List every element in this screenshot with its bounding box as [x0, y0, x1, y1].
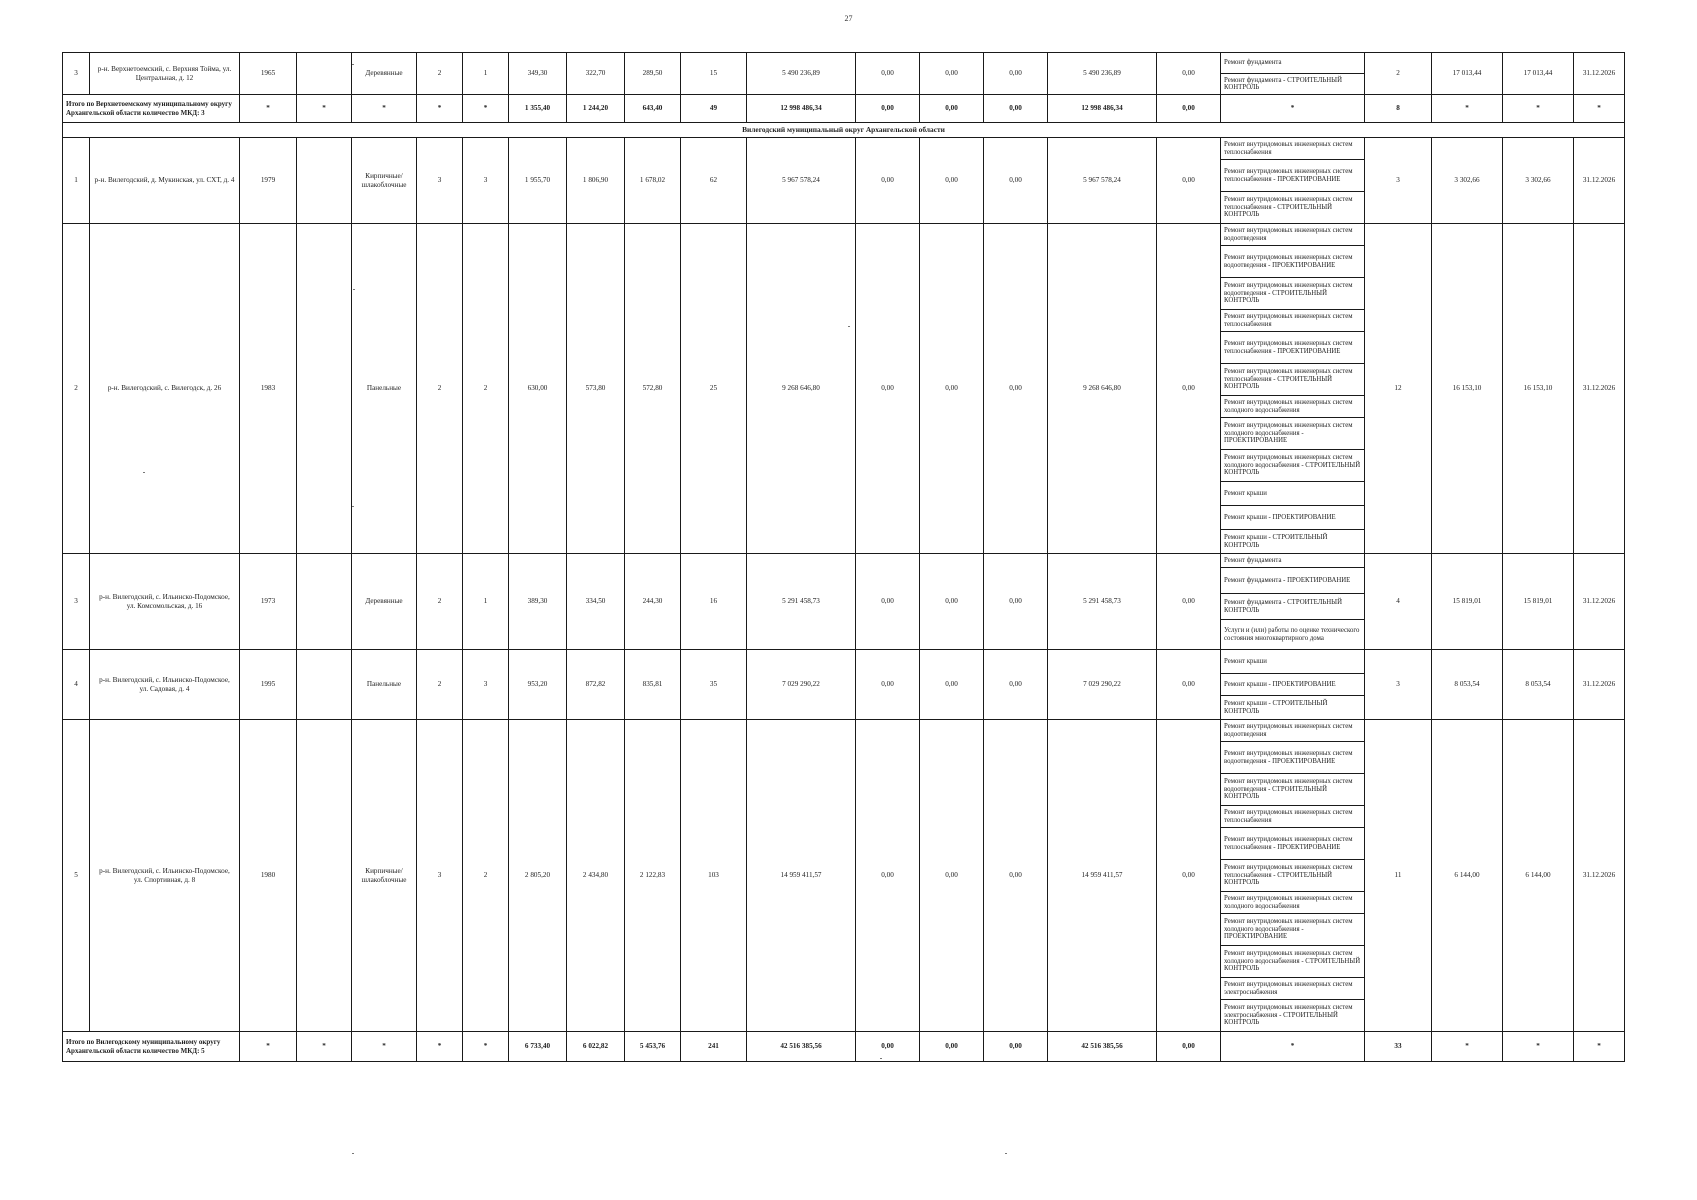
work-type-cell: Ремонт внутридомовых инженерных систем электроснабжения	[1221, 978, 1365, 1000]
scan-speck	[352, 1153, 354, 1154]
year-cell: 1980	[240, 720, 297, 1032]
owners-funds-cell: 7 029 290,22	[1048, 650, 1157, 720]
work-type-cell: Ремонт внутридомовых инженерных систем теплоснабжения - ПРОЕКТИРОВАНИЕ	[1221, 332, 1365, 364]
deadline-cell: 31.12.2026	[1574, 554, 1625, 650]
region-header-cell: Вилегодский муниципальный округ Архангельской области	[63, 123, 1625, 138]
work-type-cell: Ремонт крыши	[1221, 650, 1365, 674]
residents-cell: 25	[681, 224, 747, 554]
year-cell: 1973	[240, 554, 297, 650]
floors-cell: 3	[417, 138, 463, 224]
fund-cell: 0,00	[856, 720, 920, 1032]
work-type-cell: Ремонт внутридомовых инженерных систем холодного водоснабжения - ПРОЕКТИРОВАНИЕ	[1221, 914, 1365, 946]
year-cell: 1979	[240, 138, 297, 224]
total-value-cell: 12 998 486,34	[1048, 95, 1157, 123]
scan-speck	[143, 472, 145, 473]
works-count-cell: 11	[1365, 720, 1432, 1032]
address-cell: р-н. Вилегодский, с. Ильинско-Подомское, ул. Комсомольская, д. 16	[90, 554, 240, 650]
fund-cell: 0,00	[856, 650, 920, 720]
star-cell: *	[297, 1032, 352, 1062]
wall-material-cell: Панельные	[352, 224, 417, 554]
work-type-cell: Ремонт внутридомовых инженерных систем водоотведения - СТРОИТЕЛЬНЫЙ КОНТРОЛЬ	[1221, 774, 1365, 806]
star-cell: *	[417, 95, 463, 123]
work-type-cell: Ремонт внутридомовых инженерных систем водоотведения - ПРОЕКТИРОВАНИЕ	[1221, 742, 1365, 774]
fund-cell: 0,00	[856, 53, 920, 95]
work-type-cell: Ремонт крыши - ПРОЕКТИРОВАНИЕ	[1221, 674, 1365, 696]
total-value-cell: 0,00	[984, 95, 1048, 123]
floors-cell: 3	[417, 720, 463, 1032]
entrances-cell: 1	[463, 554, 509, 650]
scan-speck	[880, 1058, 882, 1059]
total-value-cell: 5 453,76	[625, 1032, 681, 1062]
table-row	[63, 53, 1625, 74]
work-type-cell: Ремонт фундамента	[1221, 53, 1365, 74]
total-value-cell: 1 244,20	[567, 95, 625, 123]
living-area-cell: 573,80	[567, 224, 625, 554]
total-area-cell: 2 805,20	[509, 720, 567, 1032]
works-count-cell: 4	[1365, 554, 1432, 650]
other-funds-cell: 0,00	[1157, 650, 1221, 720]
scan-speck	[1005, 1153, 1007, 1154]
work-type-cell: Ремонт внутридомовых инженерных систем холодного водоснабжения - ПРОЕКТИРОВАНИЕ	[1221, 418, 1365, 450]
scan-speck	[848, 326, 850, 327]
work-type-cell: Ремонт внутридомовых инженерных систем теплоснабжения - ПРОЕКТИРОВАНИЕ	[1221, 160, 1365, 192]
total-value-cell: 0,00	[920, 95, 984, 123]
star-cell: *	[463, 95, 509, 123]
fund-cell: 0,00	[920, 53, 984, 95]
total-value-cell: 0,00	[984, 1032, 1048, 1062]
empty-cell	[297, 224, 352, 554]
address-cell: р-н. Вилегодский, с. Ильинско-Подомское, ул. Садовая, д. 4	[90, 650, 240, 720]
total-value-cell: 6 733,40	[509, 1032, 567, 1062]
wall-material-cell: Кирпичные/ шлакоблочные	[352, 720, 417, 1032]
living-area-cell: 872,82	[567, 650, 625, 720]
unit-cost-cell: 6 144,00	[1432, 720, 1503, 1032]
work-type-cell: Ремонт фундамента - СТРОИТЕЛЬНЫЙ КОНТРОЛЬ	[1221, 594, 1365, 620]
total-count-cell: 33	[1365, 1032, 1432, 1062]
residential-area-cell: 572,80	[625, 224, 681, 554]
unit-cost-cell: 17 013,44	[1432, 53, 1503, 95]
residential-area-cell: 1 678,02	[625, 138, 681, 224]
star-cell: *	[1221, 95, 1365, 123]
entrances-cell: 3	[463, 650, 509, 720]
address-cell: р-н. Вилегодский, с. Ильинско-Подомское, ул. Спортивная, д. 8	[90, 720, 240, 1032]
residents-cell: 62	[681, 138, 747, 224]
year-cell: 1995	[240, 650, 297, 720]
row-number-cell: 4	[63, 650, 90, 720]
total-value-cell: 0,00	[1157, 95, 1221, 123]
star-cell: *	[1574, 1032, 1625, 1062]
owners-funds-cell: 5 490 236,89	[1048, 53, 1157, 95]
work-type-cell: Ремонт внутридомовых инженерных систем теплоснабжения - ПРОЕКТИРОВАНИЕ	[1221, 828, 1365, 860]
fund-cell: 0,00	[856, 138, 920, 224]
unit-limit-cell: 3 302,66	[1503, 138, 1574, 224]
fund-cell: 0,00	[984, 720, 1048, 1032]
total-cost-cell: 5 967 578,24	[747, 138, 856, 224]
empty-cell	[297, 554, 352, 650]
scan-speck	[352, 64, 354, 65]
residential-area-cell: 835,81	[625, 650, 681, 720]
works-count-cell: 2	[1365, 53, 1432, 95]
other-funds-cell: 0,00	[1157, 720, 1221, 1032]
total-value-cell: 0,00	[856, 1032, 920, 1062]
works-count-cell: 3	[1365, 650, 1432, 720]
total-area-cell: 630,00	[509, 224, 567, 554]
unit-limit-cell: 17 013,44	[1503, 53, 1574, 95]
work-type-cell: Ремонт фундамента	[1221, 554, 1365, 568]
total-cost-cell: 14 959 411,57	[747, 720, 856, 1032]
total-label-cell: Итого по Верхнетоемскому муниципальному округу Архангельской области количество МКД: 3	[63, 95, 240, 123]
star-cell: *	[463, 1032, 509, 1062]
table-row	[63, 224, 1625, 246]
owners-funds-cell: 9 268 646,80	[1048, 224, 1157, 554]
page-number: 27	[844, 14, 853, 23]
residential-area-cell: 2 122,83	[625, 720, 681, 1032]
fund-cell: 0,00	[920, 554, 984, 650]
work-type-cell: Ремонт крыши	[1221, 482, 1365, 506]
unit-limit-cell: 8 053,54	[1503, 650, 1574, 720]
deadline-cell: 31.12.2026	[1574, 720, 1625, 1032]
fund-cell: 0,00	[920, 138, 984, 224]
residents-cell: 103	[681, 720, 747, 1032]
work-type-cell: Ремонт внутридомовых инженерных систем холодного водоснабжения	[1221, 892, 1365, 914]
work-type-cell: Ремонт внутридомовых инженерных систем теплоснабжения	[1221, 138, 1365, 160]
work-type-cell: Ремонт фундамента - СТРОИТЕЛЬНЫЙ КОНТРОЛЬ	[1221, 74, 1365, 95]
wall-material-cell: Панельные	[352, 650, 417, 720]
unit-cost-cell: 15 819,01	[1432, 554, 1503, 650]
work-type-cell: Ремонт крыши - СТРОИТЕЛЬНЫЙ КОНТРОЛЬ	[1221, 696, 1365, 720]
row-number-cell: 5	[63, 720, 90, 1032]
unit-cost-cell: 16 153,10	[1432, 224, 1503, 554]
work-type-cell: Ремонт внутридомовых инженерных систем теплоснабжения	[1221, 806, 1365, 828]
deadline-cell: 31.12.2026	[1574, 138, 1625, 224]
residential-area-cell: 244,30	[625, 554, 681, 650]
owners-funds-cell: 14 959 411,57	[1048, 720, 1157, 1032]
star-cell: *	[1503, 95, 1574, 123]
wall-material-cell: Деревянные	[352, 53, 417, 95]
star-cell: *	[417, 1032, 463, 1062]
star-cell: *	[1432, 95, 1503, 123]
unit-limit-cell: 6 144,00	[1503, 720, 1574, 1032]
empty-cell	[297, 650, 352, 720]
residents-cell: 15	[681, 53, 747, 95]
other-funds-cell: 0,00	[1157, 53, 1221, 95]
total-value-cell: 643,40	[625, 95, 681, 123]
work-type-cell: Ремонт фундамента - ПРОЕКТИРОВАНИЕ	[1221, 568, 1365, 594]
total-cost-cell: 9 268 646,80	[747, 224, 856, 554]
fund-cell: 0,00	[984, 554, 1048, 650]
total-area-cell: 953,20	[509, 650, 567, 720]
work-type-cell: Ремонт внутридомовых инженерных систем теплоснабжения - СТРОИТЕЛЬНЫЙ КОНТРОЛЬ	[1221, 192, 1365, 224]
work-type-cell: Услуги и (или) работы по оценке технического состояния многоквартирного дома	[1221, 620, 1365, 650]
deadline-cell: 31.12.2026	[1574, 224, 1625, 554]
star-cell: *	[297, 95, 352, 123]
floors-cell: 2	[417, 224, 463, 554]
total-value-cell: 0,00	[920, 1032, 984, 1062]
total-row	[63, 1032, 1625, 1062]
total-count-cell: 8	[1365, 95, 1432, 123]
residents-cell: 35	[681, 650, 747, 720]
fund-cell: 0,00	[984, 650, 1048, 720]
scan-speck	[352, 506, 354, 507]
work-type-cell: Ремонт внутридомовых инженерных систем водоотведения - ПРОЕКТИРОВАНИЕ	[1221, 246, 1365, 278]
fund-cell: 0,00	[856, 224, 920, 554]
work-type-cell: Ремонт внутридомовых инженерных систем водоотведения	[1221, 720, 1365, 742]
works-count-cell: 12	[1365, 224, 1432, 554]
work-type-cell: Ремонт внутридомовых инженерных систем водоотведения - СТРОИТЕЛЬНЫЙ КОНТРОЛЬ	[1221, 278, 1365, 310]
entrances-cell: 1	[463, 53, 509, 95]
fund-cell: 0,00	[920, 224, 984, 554]
total-value-cell: 0,00	[1157, 1032, 1221, 1062]
row-number-cell: 2	[63, 224, 90, 554]
deadline-cell: 31.12.2026	[1574, 650, 1625, 720]
total-cost-cell: 7 029 290,22	[747, 650, 856, 720]
living-area-cell: 334,50	[567, 554, 625, 650]
total-value-cell: 42 516 385,56	[747, 1032, 856, 1062]
work-type-cell: Ремонт крыши - ПРОЕКТИРОВАНИЕ	[1221, 506, 1365, 530]
work-type-cell: Ремонт внутридомовых инженерных систем холодного водоснабжения	[1221, 396, 1365, 418]
address-cell: р-н. Верхнетоемский, с. Верхняя Тойма, ул. Центральная, д. 12	[90, 53, 240, 95]
total-value-cell: 0,00	[856, 95, 920, 123]
total-value-cell: 49	[681, 95, 747, 123]
unit-cost-cell: 3 302,66	[1432, 138, 1503, 224]
star-cell: *	[352, 1032, 417, 1062]
other-funds-cell: 0,00	[1157, 554, 1221, 650]
star-cell: *	[1221, 1032, 1365, 1062]
fund-cell: 0,00	[984, 138, 1048, 224]
row-number-cell: 3	[63, 53, 90, 95]
residential-area-cell: 289,50	[625, 53, 681, 95]
star-cell: *	[1574, 95, 1625, 123]
total-cost-cell: 5 490 236,89	[747, 53, 856, 95]
star-cell: *	[240, 95, 297, 123]
unit-limit-cell: 15 819,01	[1503, 554, 1574, 650]
unit-cost-cell: 8 053,54	[1432, 650, 1503, 720]
wall-material-cell: Деревянные	[352, 554, 417, 650]
total-value-cell: 42 516 385,56	[1048, 1032, 1157, 1062]
year-cell: 1983	[240, 224, 297, 554]
address-cell: р-н. Вилегодский, с. Вилегодск, д. 26	[90, 224, 240, 554]
year-cell: 1965	[240, 53, 297, 95]
owners-funds-cell: 5 967 578,24	[1048, 138, 1157, 224]
total-area-cell: 389,30	[509, 554, 567, 650]
table-row	[63, 720, 1625, 742]
work-type-cell: Ремонт внутридомовых инженерных систем теплоснабжения - СТРОИТЕЛЬНЫЙ КОНТРОЛЬ	[1221, 860, 1365, 892]
empty-cell	[297, 53, 352, 95]
residents-cell: 16	[681, 554, 747, 650]
living-area-cell: 322,70	[567, 53, 625, 95]
fund-cell: 0,00	[856, 554, 920, 650]
empty-cell	[297, 720, 352, 1032]
table-row	[63, 554, 1625, 568]
row-number-cell: 1	[63, 138, 90, 224]
living-area-cell: 2 434,80	[567, 720, 625, 1032]
star-cell: *	[240, 1032, 297, 1062]
work-type-cell: Ремонт внутридомовых инженерных систем холодного водоснабжения - СТРОИТЕЛЬНЫЙ КОНТРОЛЬ	[1221, 450, 1365, 482]
section-header-row	[63, 123, 1625, 138]
wall-material-cell: Кирпичные/ шлакоблочные	[352, 138, 417, 224]
empty-cell	[297, 138, 352, 224]
star-cell: *	[1503, 1032, 1574, 1062]
owners-funds-cell: 5 291 458,73	[1048, 554, 1157, 650]
entrances-cell: 2	[463, 224, 509, 554]
total-value-cell: 241	[681, 1032, 747, 1062]
deadline-cell: 31.12.2026	[1574, 53, 1625, 95]
table-row	[63, 138, 1625, 160]
fund-cell: 0,00	[920, 650, 984, 720]
unit-limit-cell: 16 153,10	[1503, 224, 1574, 554]
floors-cell: 2	[417, 53, 463, 95]
total-label-cell: Итого по Вилегодскому муниципальному округу Архангельской области количество МКД: 5	[63, 1032, 240, 1062]
work-type-cell: Ремонт внутридомовых инженерных систем теплоснабжения - СТРОИТЕЛЬНЫЙ КОНТРОЛЬ	[1221, 364, 1365, 396]
fund-cell: 0,00	[920, 720, 984, 1032]
total-area-cell: 1 955,70	[509, 138, 567, 224]
capital-repair-table	[62, 52, 1625, 1062]
work-type-cell: Ремонт внутридомовых инженерных систем электроснабжения - СТРОИТЕЛЬНЫЙ КОНТРОЛЬ	[1221, 1000, 1365, 1032]
other-funds-cell: 0,00	[1157, 138, 1221, 224]
living-area-cell: 1 806,90	[567, 138, 625, 224]
work-type-cell: Ремонт внутридомовых инженерных систем холодного водоснабжения - СТРОИТЕЛЬНЫЙ КОНТРОЛЬ	[1221, 946, 1365, 978]
total-value-cell: 6 022,82	[567, 1032, 625, 1062]
table-row	[63, 650, 1625, 674]
entrances-cell: 3	[463, 138, 509, 224]
row-number-cell: 3	[63, 554, 90, 650]
work-type-cell: Ремонт внутридомовых инженерных систем водоотведения	[1221, 224, 1365, 246]
total-row	[63, 95, 1625, 123]
address-cell: р-н. Вилегодский, д. Мукинская, ул. СХТ, д. 4	[90, 138, 240, 224]
fund-cell: 0,00	[984, 224, 1048, 554]
floors-cell: 2	[417, 554, 463, 650]
work-type-cell: Ремонт крыши - СТРОИТЕЛЬНЫЙ КОНТРОЛЬ	[1221, 530, 1365, 554]
star-cell: *	[1432, 1032, 1503, 1062]
total-value-cell: 12 998 486,34	[747, 95, 856, 123]
other-funds-cell: 0,00	[1157, 224, 1221, 554]
star-cell: *	[352, 95, 417, 123]
entrances-cell: 2	[463, 720, 509, 1032]
works-count-cell: 3	[1365, 138, 1432, 224]
fund-cell: 0,00	[984, 53, 1048, 95]
scan-speck	[353, 289, 355, 290]
floors-cell: 2	[417, 650, 463, 720]
total-area-cell: 349,30	[509, 53, 567, 95]
total-value-cell: 1 355,40	[509, 95, 567, 123]
work-type-cell: Ремонт внутридомовых инженерных систем теплоснабжения	[1221, 310, 1365, 332]
total-cost-cell: 5 291 458,73	[747, 554, 856, 650]
